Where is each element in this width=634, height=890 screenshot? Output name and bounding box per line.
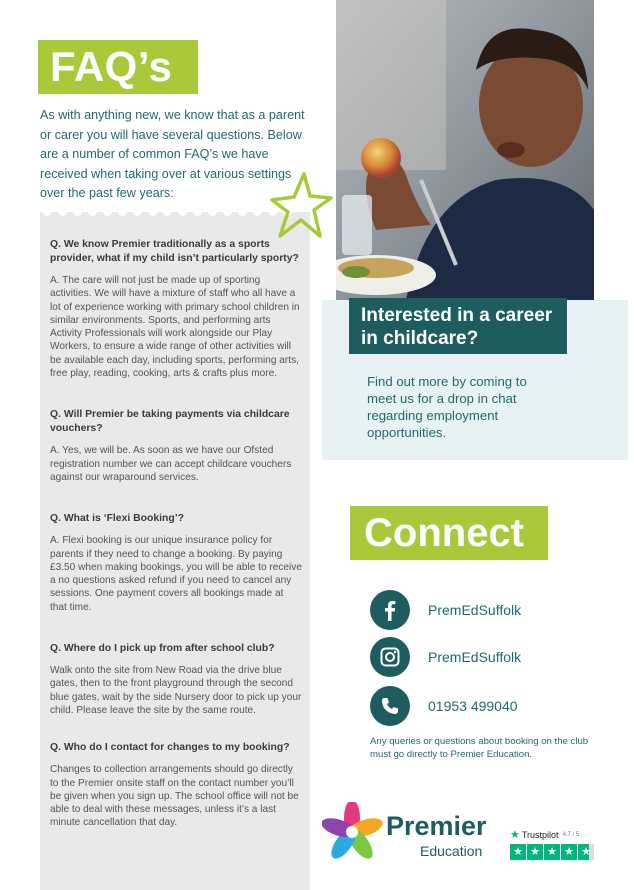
trustpilot-badge <box>510 828 596 860</box>
facebook-handle[interactable]: PremEdSuffolk <box>428 602 522 618</box>
trustpilot-stars <box>510 844 596 860</box>
instagram-icon[interactable] <box>370 637 410 677</box>
connect-title: Connect <box>350 506 548 560</box>
star-icon: ★ <box>561 844 577 860</box>
instagram-row[interactable] <box>370 637 521 677</box>
phone-icon[interactable] <box>370 686 410 726</box>
trustpilot-score: 4.7 / 5 <box>562 831 580 838</box>
star-icon: ★ <box>510 844 526 860</box>
phone-row[interactable] <box>370 686 518 726</box>
faq-answer: A. Flexi booking is our unique insurance policy for parents if they need to change a booking. By paying £3.50 when making bookings, you will be able to receive a no questions asked refund if you need to cancel any sessions. One payment covers all bookings made at that time. <box>50 535 302 613</box>
brand-name: Premier <box>386 811 487 841</box>
faq-item <box>50 238 302 380</box>
faq-list <box>50 238 302 848</box>
faq-item <box>50 642 302 717</box>
star-icon: ★ <box>578 844 594 860</box>
faq-item <box>50 741 302 829</box>
faq-question: Q. Who do I contact for changes to my booking? <box>50 742 290 754</box>
faq-answer: Changes to collection arrangements should go directly to the Premier onsite staff on the contact number you’ll be given when you sign up. The school office will not be able to deal with these messages, unless it’s a last minute cancellation that day. <box>50 764 299 829</box>
instagram-handle[interactable]: PremEdSuffolk <box>428 649 522 665</box>
faq-answer: Walk onto the site from New Road via the drive blue gates, then to the front playground through the second blue gates, wait by the side Nursery door to pick up your child. Please leave the site by the same route. <box>50 665 302 716</box>
trustpilot-label: Trustpilot <box>521 829 559 840</box>
faq-question: Q. Will Premier be taking payments via childcare vouchers? <box>50 409 290 435</box>
trustpilot-star-icon: ★ <box>510 829 520 841</box>
contact-note: Any queries or questions about booking on the club must go directly to Premier Education. <box>370 736 589 760</box>
facebook-row[interactable] <box>370 590 521 630</box>
faq-answer: A. The care will not just be made up of sporting activities. We will have a mixture of staff who all have a lot of experience working with primary school children in similar environments. Sports, and performing arts Activity Professionals will work alongside our Play Workers, to ensure a wide range of other activities will be available each day, including sports, performing arts, free play, reading, cooking, arts & crafts plus more. <box>50 275 300 380</box>
faq-item <box>50 408 302 484</box>
faq-intro: As with anything new, we know that as a parent or carer you will have several questions. Below are a number of common FAQ’s we have received when taking over at various settings over the past few years: <box>40 108 305 200</box>
faq-answer: A. Yes, we will be. As soon as we have our Ofsted registration number we can accept childcare vouchers against our wraparound services. <box>50 445 292 483</box>
star-icon <box>268 170 334 242</box>
career-title: Interested in a career in childcare? <box>349 298 567 354</box>
faq-question: Q. We know Premier traditionally as a sports provider, what if my child isn’t particularly sporty? <box>50 239 299 264</box>
star-icon: ★ <box>544 844 560 860</box>
faq-question: Q. Where do I pick up from after school club? <box>50 643 275 655</box>
career-text: Find out more by coming to meet us for a drop in chat regarding employment opportunities. <box>367 374 527 440</box>
facebook-icon[interactable] <box>370 590 410 630</box>
phone-number[interactable]: 01953 499040 <box>428 698 518 714</box>
faq-title: FAQ’s <box>38 40 198 94</box>
child-eating-photo <box>336 0 594 300</box>
faq-question: Q. What is ‘Flexi Booking’? <box>50 513 184 525</box>
star-icon: ★ <box>527 844 543 860</box>
brand-sub: Education <box>420 843 483 859</box>
faq-item <box>50 512 302 614</box>
